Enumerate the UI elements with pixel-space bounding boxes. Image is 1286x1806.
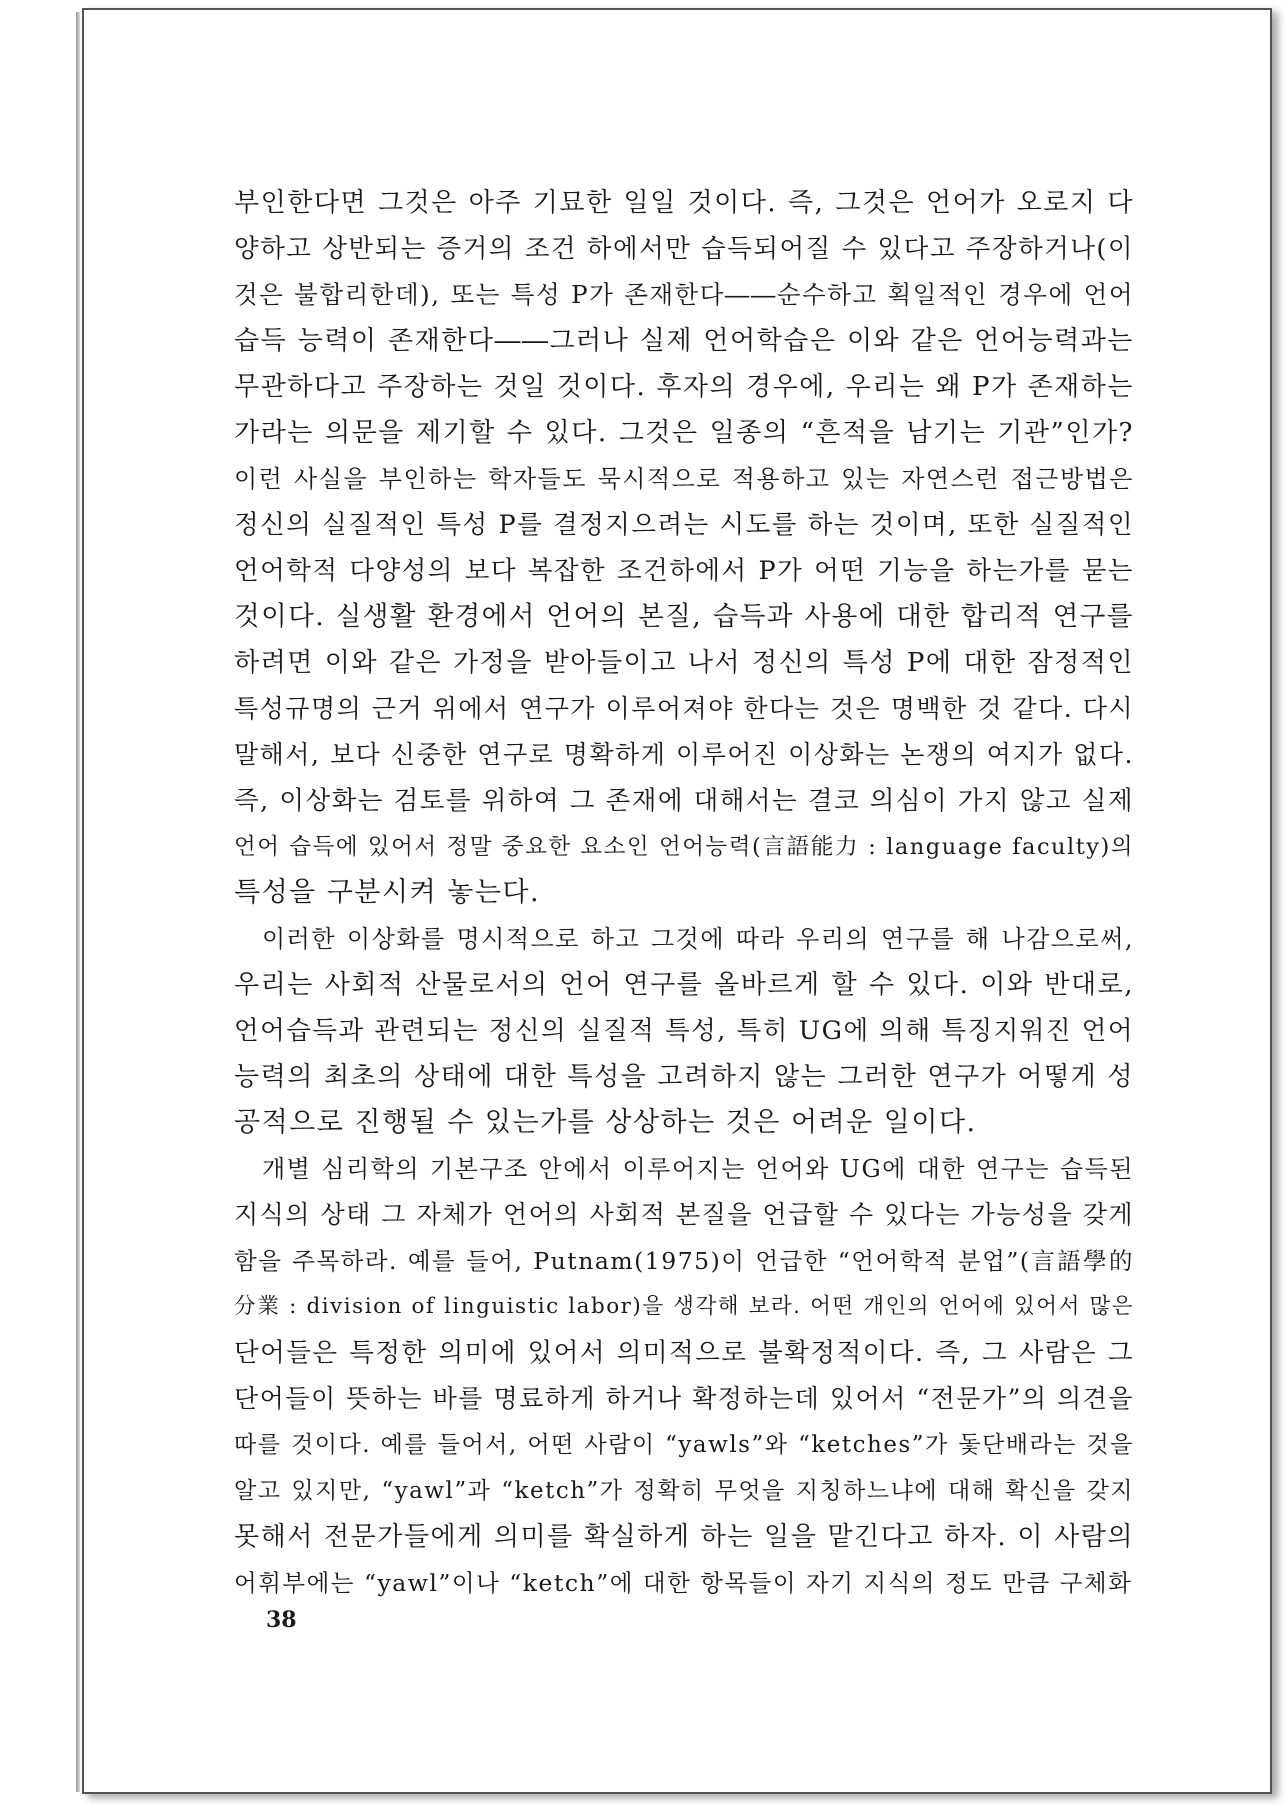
text-line: 것은 불합리한데), 또는 특성 P가 존재한다――순수하고 획일적인 경우에 언어	[234, 280, 1134, 309]
paragraph	[234, 1146, 1134, 1606]
text-line: 것이다. 실생활 환경에서 언어의 본질, 습득과 사용에 대한 합리적 연구를	[234, 601, 1134, 632]
text-line: 어휘부에는 “yawl”이나 “ketch”에 대한 항목들이 자기 지식의 정도 만큼 구체화	[234, 1569, 1133, 1597]
text-line: 단어들이 뜻하는 바를 명료하게 하거나 확정하는데 있어서 “전문가”의 의견을	[234, 1384, 1134, 1413]
text-line: 단어들은 특정한 의미에 있어서 의미적으로 불확정적이다. 즉, 그 사람은 그	[234, 1338, 1134, 1368]
page-number: 38	[266, 1607, 297, 1633]
text-line: 공적으로 진행될 수 있는가를 상상하는 것은 어려운 일이다.	[234, 1107, 977, 1138]
text-line: 부인한다면 그것은 아주 기묘한 일일 것이다. 즉, 그것은 언어가 오로지 다	[234, 188, 1134, 218]
text-line: 이러한 이상화를 명시적으로 하고 그것에 따라 우리의 연구를 해 나감으로써,	[262, 925, 1134, 953]
text-line: 언어습득과 관련되는 정신의 실질적 특성, 특히 UG에 의해 특징지워진 언어	[234, 1016, 1134, 1046]
text-line: 가라는 의문을 제기할 수 있다. 그것은 일종의 “흔적을 남기는 기관”인가?	[234, 418, 1134, 448]
page-edge-shadow	[76, 12, 80, 1792]
paragraph	[234, 916, 1134, 1146]
paragraph	[234, 180, 1134, 916]
text-line: 즉, 이상화는 검토를 위하여 그 존재에 대해서는 결코 의심이 가지 않고 실제	[234, 786, 1134, 816]
text-line: 언어 습득에 있어서 정말 중요한 요소인 언어능력(言語能力 : language faculty)의	[234, 834, 1134, 860]
text-line: 정신의 실질적인 특성 P를 결정지으려는 시도를 하는 것이며, 또한 실질적인	[234, 510, 1134, 540]
text-line: 습득 능력이 존재한다――그러나 실제 언어학습은 이와 같은 언어능력과는	[234, 326, 1134, 356]
text-line: 알고 있지만, “yawl”과 “ketch”가 정확히 무엇을 지칭하느냐에 대해 확신을 갖지	[234, 1478, 1134, 1504]
text-line: 지식의 상태 그 자체가 언어의 사회적 본질을 언급할 수 있다는 가능성을 갖게	[234, 1200, 1134, 1229]
text-line: 특성을 구분시켜 놓는다.	[234, 877, 541, 908]
text-line: 따를 것이다. 예를 들어서, 어떤 사람이 “yawls”와 “ketches”가 돛단배라는 것을	[234, 1432, 1134, 1458]
text-line: 양하고 상반되는 증거의 조건 하에서만 습득되어질 수 있다고 주장하거나(이	[234, 234, 1134, 264]
text-line: 우리는 사회적 산물로서의 언어 연구를 올바르게 할 수 있다. 이와 반대로,	[234, 970, 1134, 1000]
text-line: 무관하다고 주장하는 것일 것이다. 후자의 경우에, 우리는 왜 P가 존재하는	[234, 372, 1134, 402]
text-line: 이런 사실을 부인하는 학자들도 묵시적으로 적용하고 있는 자연스런 접근방법은	[234, 465, 1134, 493]
text-line: 함을 주목하라. 예를 들어, Putnam(1975)이 언급한 “언어학적 분업”(言語學的	[234, 1247, 1134, 1275]
body-text	[234, 180, 1134, 1606]
text-line: 못해서 전문가들에게 의미를 확실하게 하는 일을 맡긴다고 하자. 이 사람의	[234, 1522, 1134, 1552]
text-line: 개별 심리학의 기본구조 안에서 이루어지는 언어와 UG에 대한 연구는 습득된	[262, 1155, 1134, 1183]
text-line: 능력의 최초의 상태에 대한 특성을 고려하지 않는 그러한 연구가 어떻게 성	[234, 1062, 1134, 1092]
text-line: 말해서, 보다 신중한 연구로 명확하게 이루어진 이상화는 논쟁의 여지가 없다.	[234, 740, 1134, 769]
text-line: 언어학적 다양성의 보다 복잡한 조건하에서 P가 어떤 기능을 하는가를 묻는	[234, 556, 1134, 586]
text-line: 특성규명의 근거 위에서 연구가 이루어져야 한다는 것은 명백한 것 같다. 다시	[234, 694, 1134, 723]
text-line: 分業 : division of linguistic labor)을 생각해 보라. 어떤 개인의 언어에 있어서 많은	[234, 1294, 1134, 1319]
text-line: 하려면 이와 같은 가정을 받아들이고 나서 정신의 특성 P에 대한 잠정적인	[234, 648, 1134, 678]
